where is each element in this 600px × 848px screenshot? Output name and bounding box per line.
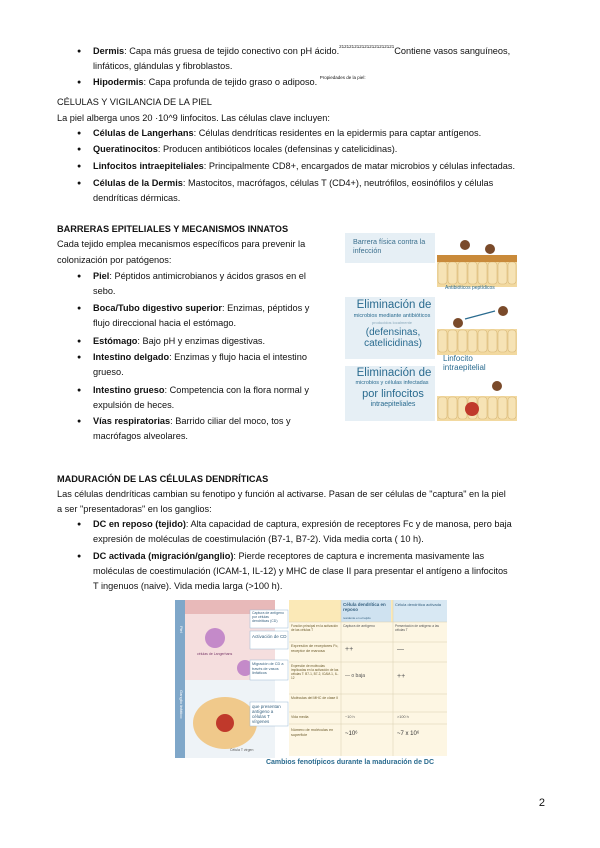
fig1-panel2-title: Eliminación de [356, 299, 432, 311]
fig1-panel2-paren: (defensinas, catelicidinas) [364, 327, 422, 349]
bullet-intestino-grueso: ● Intestino grueso: Competencia con la flora normal y expulsión de heces. [93, 383, 333, 413]
epithelium-layer-1 [437, 240, 517, 287]
fig2-side-top: Piel [179, 626, 184, 633]
bullet-intestino-delgado: ● Intestino delgado: Enzimas y flujo hacia el intestino grueso. [93, 350, 333, 380]
lymphocyte-icon [465, 402, 479, 416]
arrow-icon [465, 311, 495, 319]
fig2-row-c1: ~10⁶ [345, 731, 358, 737]
fig1-panel3-big2: intraepiteliales [370, 401, 416, 408]
fig2-row-label: Número de moléculas en superficie [291, 728, 334, 737]
hipodermis-text: : Capa profunda de tejido graso o adiposo. [143, 77, 318, 87]
tcell-icon [216, 714, 234, 732]
section-title-barreras: BARRERAS EPITELIALES Y MECANISMOS INNATOS [57, 224, 289, 234]
bullet-dc-reposo: ● DC en reposo (tejido): Alta capacidad de captura, expresión de receptores Fc y de manosa, pero baja expresión de moléculas de coestimulación (B7-1, B7-2). Vida media corta ( 10 h). [93, 517, 543, 547]
fig2-row-c1: ++ [345, 646, 354, 653]
hipodermis-term: Hipodermis [93, 77, 144, 87]
section3-intro: Las células dendríticas cambian su fenotipo y función al activarse. Pasan de ser células de "captura" en la piel a ser "presentadoras" en los ganglios: [57, 489, 506, 514]
page-number: 2 [538, 797, 545, 809]
dermis-text2: Contiene vasos sanguíneos, [394, 46, 511, 56]
fig1-panel2-small: producidos localmente [371, 320, 413, 325]
fig2-col1-header: Célula dendrítica en reposo [343, 602, 386, 612]
fig2-side-bottom: Ganglio linfático [179, 690, 184, 719]
bullet-dermis [93, 44, 543, 74]
figure-epithelial-barriers [345, 231, 517, 424]
section2-intro1: Cada tejido emplea mecanismos específicos para prevenir la [57, 239, 306, 249]
bullet-hipodermis [93, 75, 543, 90]
fig2-label-langerhans: células de Langerhans [197, 652, 233, 656]
fig2-box3: Migración de CD a través de vasos linfáticos [252, 662, 284, 675]
microbe-icon [485, 244, 495, 254]
fig1-panel3-label: Linfocito intraepitelial [443, 354, 486, 372]
fig2-label-tcell: Célula T virgen [230, 748, 254, 752]
bullet-dc-activada: ● DC activada (migración/ganglio): Pierde receptores de captura e incrementa masivamente las moléculas de coestimulación (ICAM-1, IL-12) y MHC de clase II para presentar el antígeno a linfocitos T ingenuos (naive). Vida media larga (>100 h). [93, 549, 543, 594]
dermis-term: Dermis [93, 46, 125, 56]
fig2-row-label: Función principal en la activación de las células T [291, 624, 338, 632]
dendritic-cell-icon [205, 628, 225, 648]
section1-intro: La piel alberga unos 20 ·10^9 linfocitos. Las células clave incluyen: [57, 113, 330, 123]
fig2-row-label: Moléculas del MHC de clase II [291, 696, 339, 700]
fig2-box4: que presentan antígeno a células T vírgenes [252, 704, 281, 724]
fig1-panel3-big: por linfocitos [362, 388, 424, 400]
fig1-panel2-sub: microbios mediante antibióticos [353, 313, 431, 319]
section-title-maduracion: MADURACIÓN DE LAS CÉLULAS DENDRÍTICAS [57, 474, 269, 484]
section-title-celulas: CÉLULAS Y VIGILANCIA DE LA PIEL [57, 97, 212, 107]
bullet-linfocitos-intraepiteliales: ● Linfocitos intraepiteliales: Principalmente CD8+, encargados de matar microbios y células infectadas. [93, 159, 543, 174]
dermis-sup-note: 2121212121212121212121 [339, 44, 395, 49]
fig2-caption: Cambios fenotípicos durante la maduración de DC [265, 759, 435, 766]
fig2-row-c2: ~7 x 10⁶ [397, 731, 420, 737]
dermis-text: : Capa más gruesa de tejido conectivo con pH ácido. [124, 46, 340, 56]
bullet-estomago: ● Estómago: Bajo pH y enzimas digestivas. [93, 334, 333, 349]
fig2-col1-sub: residente en el tejido [343, 616, 371, 620]
fig2-row-label: Expresión de moléculas implicadas en la activación de las células T: B7-1, B7-2, ICAM-1, IL-12 [291, 664, 339, 680]
bullet-queratinocitos: ● Queratinocitos: Producen antibióticos locales (defensinas y catelicidinas). [93, 142, 543, 157]
fig1-panel1-text: Barrera física contra la infección [353, 237, 426, 255]
fig2-row-c2: — [397, 646, 404, 653]
fig2-row-c1: ~10 h [345, 715, 355, 719]
bullet-celulas-dermis: ● Células de la Dermis: Mastocitos, macrófagos, células T (CD4+), neutrófilos, eosinófilos y células dendríticas dérmicas. [93, 176, 543, 206]
fig2-row-c1: Captura de antígeno [343, 624, 375, 628]
microbe-icon [498, 306, 508, 316]
bullet-langerhans: ● Células de Langerhans: Células dendríticas residentes en la epidermis para captar antígenos. [93, 126, 543, 141]
fig1-panel2-label: Antibióticos peptídicos [445, 285, 495, 291]
bullet-vias-respiratorias: ● Vías respiratorias: Barrido ciliar del moco, tos y macrófagos alveolares. [93, 414, 333, 444]
fig2-row-label: Expresión de receptores Fc, receptor de manosa [291, 644, 339, 653]
fig2-row-label: Vida media [291, 715, 309, 719]
microbe-icon [492, 381, 502, 391]
fig2-row-c1: — o baja [345, 673, 366, 679]
microbe-icon [453, 318, 463, 328]
fig2-box2: Activación de CD [252, 634, 287, 639]
microbe-icon [460, 240, 470, 250]
fig2-row-c2: ++ [397, 673, 406, 680]
fig2-box1: Captura de antígeno por células dendríticas (CD) [252, 611, 284, 623]
fig2-row-c2: >100 h [397, 715, 409, 719]
section2-intro2: colonización por patógenos: [57, 255, 172, 265]
figure-dc-maturation [175, 598, 447, 783]
fig2-row-c2: Presentación de antígeno a las células T [395, 624, 439, 632]
dermis-line2: linfáticos, glándulas y fibroblastos. [93, 61, 233, 71]
bullet-boca: ● Boca/Tubo digestivo superior: Enzimas, péptidos y flujo direccional hacia el estómago. [93, 301, 333, 331]
fig2-col2-header: Célula dendrítica activada [395, 602, 442, 607]
hipodermis-sup-note: Propiedades de la piel: [319, 75, 366, 80]
bullet-piel: ● Piel: Péptidos antimicrobianos y ácidos grasos en el sebo. [93, 269, 333, 299]
fig1-panel3-title: Eliminación de [356, 367, 432, 379]
fig1-panel3-sub: microbios y células infectadas [355, 380, 429, 386]
